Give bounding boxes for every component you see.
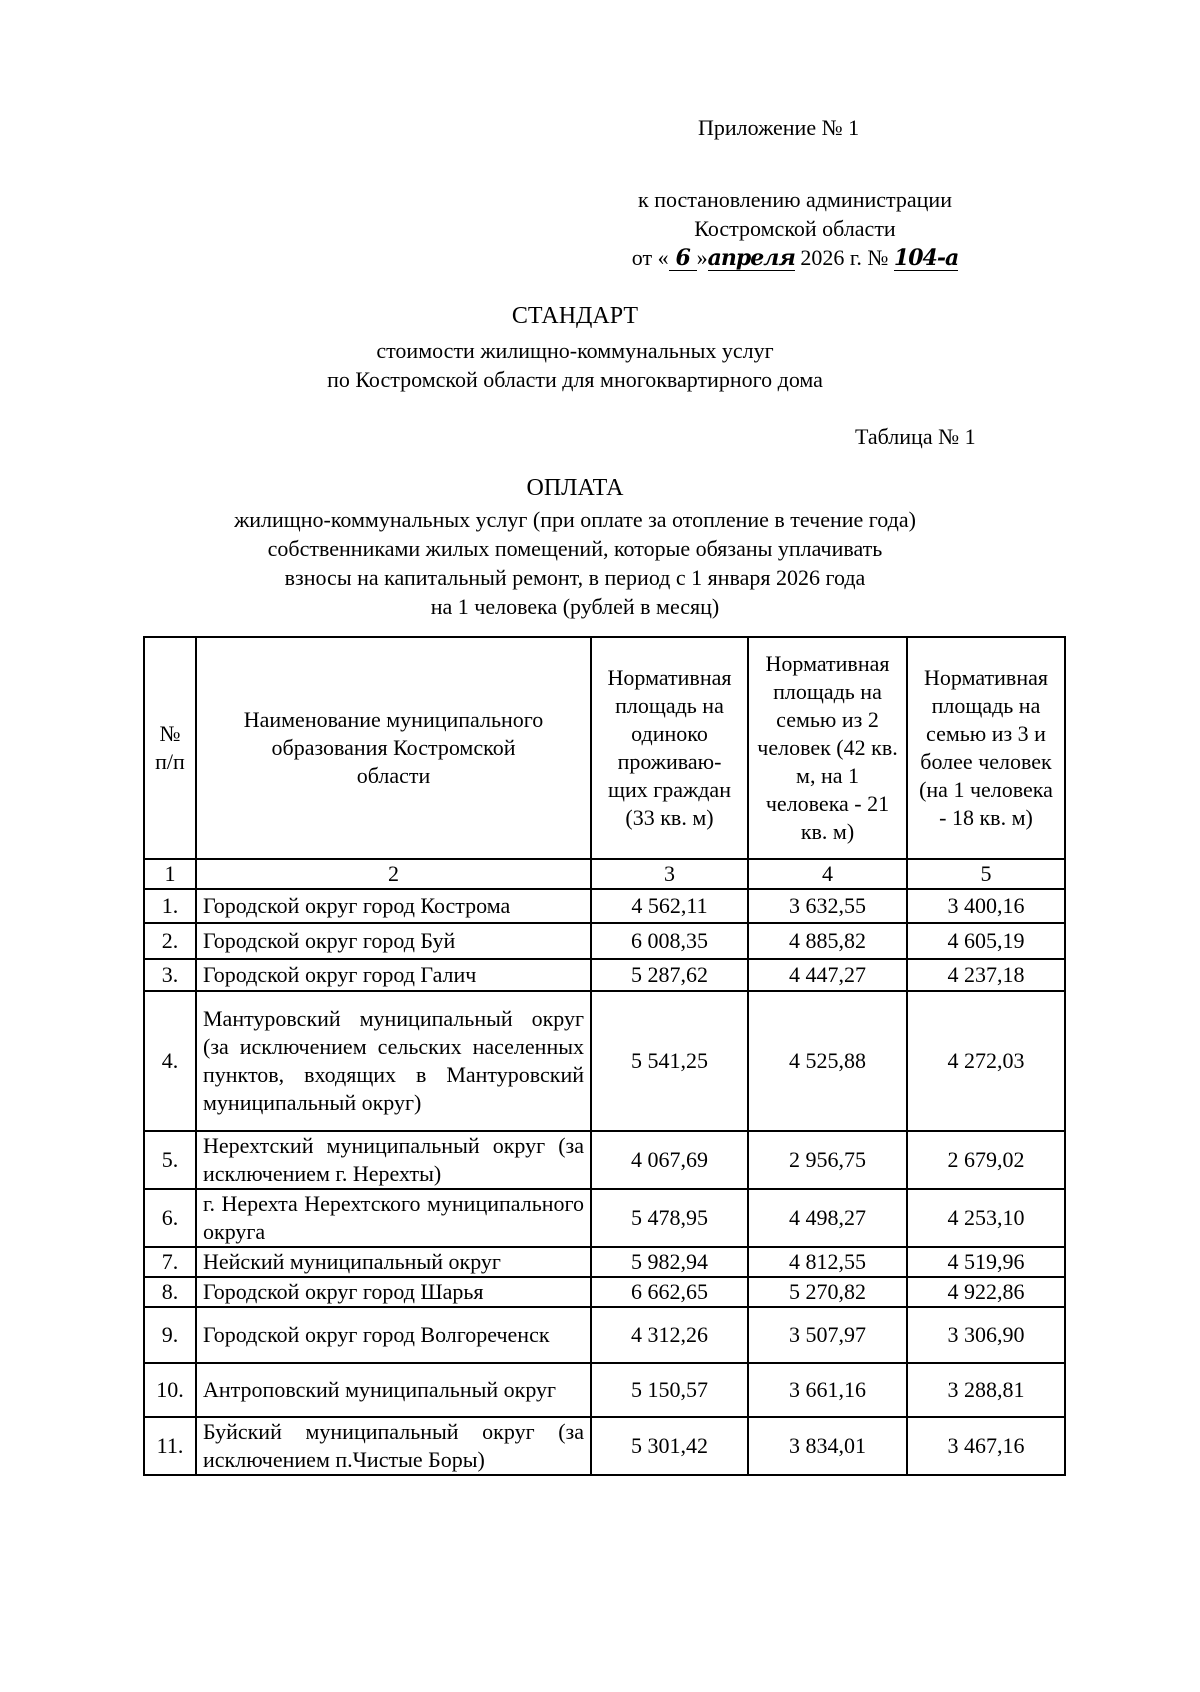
two-person-cost-cell: 5 270,82 <box>748 1277 907 1307</box>
three-plus-cost-cell: 4 253,10 <box>907 1189 1065 1247</box>
payment-line3: взносы на капитальный ремонт, в период с 1 января 2026 года <box>284 565 866 590</box>
single-cost-cell: 4 067,69 <box>591 1131 748 1189</box>
column-number: 1 <box>144 859 196 889</box>
two-person-cost-cell: 2 956,75 <box>748 1131 907 1189</box>
payment-line2: собственниками жилых помещений, которые обязаны уплачивать <box>267 536 883 561</box>
municipality-name-cell: Городской округ город Кострома <box>196 889 591 923</box>
header-cell: № п/п <box>144 637 196 859</box>
annex-title: Приложение № 1 <box>698 115 860 140</box>
column-number: 5 <box>907 859 1065 889</box>
column-number-row <box>144 859 1065 889</box>
municipality-name-cell: Городской округ город Шарья <box>196 1277 591 1307</box>
handwritten-number: 104-а <box>893 245 959 271</box>
header-row <box>144 637 1065 859</box>
row-number-cell: 11. <box>144 1417 196 1475</box>
municipality-name-cell: Мантуровский муниципальный округ (за исключением сельских населенных пунктов, входящих в Мантуровский муниципальный округ) <box>196 991 591 1131</box>
municipality-name-cell: Городской округ город Буй <box>196 923 591 959</box>
three-plus-cost-cell: 3 400,16 <box>907 889 1065 923</box>
two-person-cost-cell: 3 507,97 <box>748 1307 907 1363</box>
two-person-cost-cell: 3 661,16 <box>748 1363 907 1417</box>
table-row <box>144 1417 1065 1475</box>
single-cost-cell: 5 301,42 <box>591 1417 748 1475</box>
date-prefix: от « <box>631 245 669 270</box>
two-person-cost-cell: 4 812,55 <box>748 1247 907 1277</box>
single-cost-cell: 4 562,11 <box>591 889 748 923</box>
row-number-cell: 2. <box>144 923 196 959</box>
standard-subtitle <box>0 336 1150 394</box>
three-plus-cost-cell: 3 467,16 <box>907 1417 1065 1475</box>
three-plus-cost-cell: 4 605,19 <box>907 923 1065 959</box>
row-number-cell: 3. <box>144 959 196 991</box>
header-cell: Нормативная площадь на семью из 3 и более человек (на 1 человека - 18 кв. м) <box>907 637 1065 859</box>
date-mid: » <box>696 245 708 270</box>
table-row <box>144 1277 1065 1307</box>
three-plus-cost-cell: 4 272,03 <box>907 991 1065 1131</box>
header-cell: Нормативная площадь на семью из 2 человек (42 кв. м, на 1 человека - 21 кв. м) <box>748 637 907 859</box>
payment-title: ОПЛАТА <box>526 475 624 501</box>
three-plus-cost-cell: 4 519,96 <box>907 1247 1065 1277</box>
single-cost-cell: 6 008,35 <box>591 923 748 959</box>
municipality-name-cell: Нерехтский муниципальный округ (за исключением г. Нерехты) <box>196 1131 591 1189</box>
municipality-name-cell: Буйский муниципальный округ (за исключением п.Чистые Боры) <box>196 1417 591 1475</box>
annex-line1: к постановлению администрации <box>638 187 952 212</box>
table-row <box>144 991 1065 1131</box>
payment-line1: жилищно-коммунальных услуг (при оплате за отопление в течение года) <box>234 507 916 532</box>
three-plus-cost-cell: 4 922,86 <box>907 1277 1065 1307</box>
standard-line1: стоимости жилищно-коммунальных услуг <box>376 338 774 363</box>
column-number: 2 <box>196 859 591 889</box>
municipality-name-cell: Городской округ город Галич <box>196 959 591 991</box>
municipality-name-cell: Городской округ город Волгореченск <box>196 1307 591 1363</box>
two-person-cost-cell: 3 834,01 <box>748 1417 907 1475</box>
municipality-name-cell: г. Нерехта Нерехтского муниципального округа <box>196 1189 591 1247</box>
two-person-cost-cell: 3 632,55 <box>748 889 907 923</box>
handwritten-day: 6 <box>669 246 697 271</box>
table-row <box>144 1247 1065 1277</box>
table-row <box>144 1131 1065 1189</box>
row-number-cell: 8. <box>144 1277 196 1307</box>
row-number-cell: 7. <box>144 1247 196 1277</box>
three-plus-cost-cell: 3 306,90 <box>907 1307 1065 1363</box>
three-plus-cost-cell: 3 288,81 <box>907 1363 1065 1417</box>
single-cost-cell: 4 312,26 <box>591 1307 748 1363</box>
annex-reference <box>580 185 1010 272</box>
table-row <box>144 923 1065 959</box>
two-person-cost-cell: 4 885,82 <box>748 923 907 959</box>
row-number-cell: 4. <box>144 991 196 1131</box>
table-row <box>144 1189 1065 1247</box>
annex-date-line <box>580 243 1010 272</box>
two-person-cost-cell: 4 447,27 <box>748 959 907 991</box>
three-plus-cost-cell: 2 679,02 <box>907 1131 1065 1189</box>
three-plus-cost-cell: 4 237,18 <box>907 959 1065 991</box>
two-person-cost-cell: 4 498,27 <box>748 1189 907 1247</box>
date-year: 2026 г. № <box>800 245 889 270</box>
row-number-cell: 6. <box>144 1189 196 1247</box>
row-number-cell: 1. <box>144 889 196 923</box>
two-person-cost-cell: 4 525,88 <box>748 991 907 1131</box>
table-row <box>144 1363 1065 1417</box>
annex-line2: Костромской области <box>694 216 896 241</box>
table-row <box>144 959 1065 991</box>
row-number-cell: 9. <box>144 1307 196 1363</box>
row-number-cell: 5. <box>144 1131 196 1189</box>
payment-subtitle <box>0 505 1150 621</box>
table-row <box>144 889 1065 923</box>
column-number: 3 <box>591 859 748 889</box>
payment-table <box>143 636 1066 1476</box>
municipality-name-cell: Нейский муниципальный округ <box>196 1247 591 1277</box>
header-cell: Наименование муниципального образования Костромской области <box>196 637 591 859</box>
handwritten-month: апреля <box>707 245 795 271</box>
municipality-name-cell: Антроповский муниципальный округ <box>196 1363 591 1417</box>
single-cost-cell: 6 662,65 <box>591 1277 748 1307</box>
single-cost-cell: 5 150,57 <box>591 1363 748 1417</box>
header-cell: Нормативная площадь на одиноко проживаю-щих граждан (33 кв. м) <box>591 637 748 859</box>
single-cost-cell: 5 287,62 <box>591 959 748 991</box>
row-number-cell: 10. <box>144 1363 196 1417</box>
table-label: Таблица № 1 <box>855 424 976 449</box>
payment-line4: на 1 человека (рублей в месяц) <box>430 594 720 619</box>
table-row <box>144 1307 1065 1363</box>
standard-title: СТАНДАРТ <box>511 303 639 329</box>
column-number: 4 <box>748 859 907 889</box>
single-cost-cell: 5 478,95 <box>591 1189 748 1247</box>
single-cost-cell: 5 982,94 <box>591 1247 748 1277</box>
standard-line2: по Костромской области для многоквартирного дома <box>327 367 823 392</box>
single-cost-cell: 5 541,25 <box>591 991 748 1131</box>
